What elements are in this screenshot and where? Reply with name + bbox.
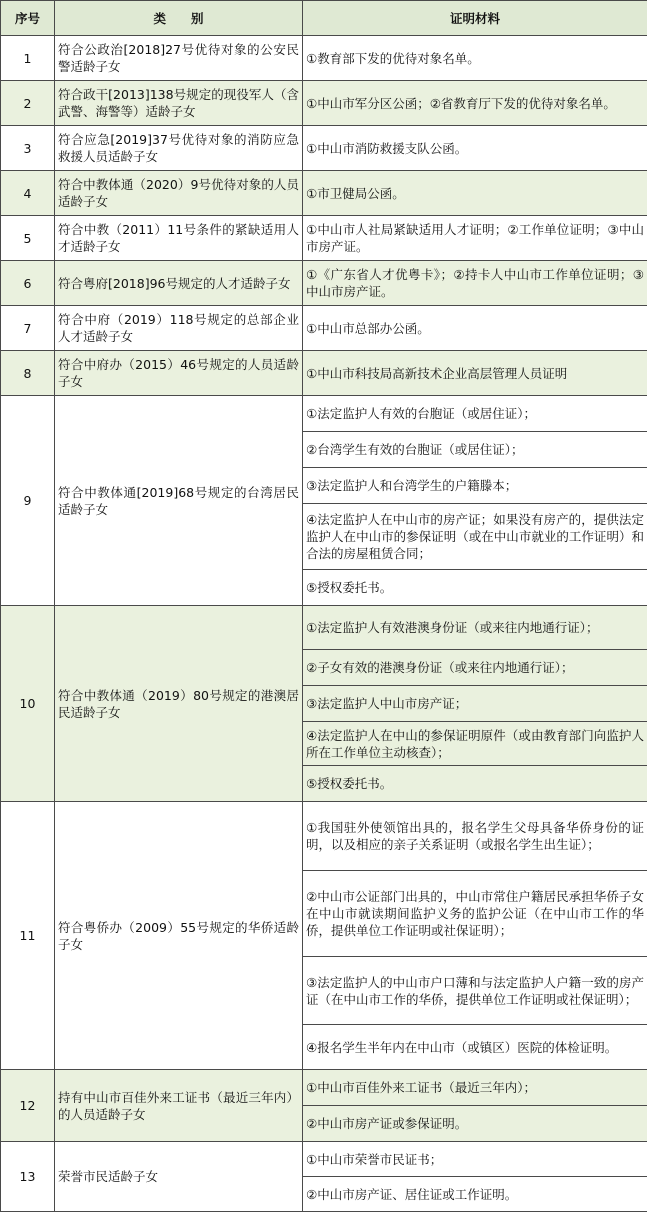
row-material: ①中山市军分区公函；②省教育厅下发的优待对象名单。 (303, 81, 647, 126)
row-category: 符合中教体通[2019]68号规定的台湾居民适龄子女 (55, 396, 303, 606)
row-category: 符合中教（2011）11号条件的紧缺适用人才适龄子女 (55, 216, 303, 261)
row-number: 3 (1, 126, 55, 171)
row-material: ②中山市房产证或参保证明。 (303, 1106, 647, 1142)
row-category: 符合中府（2019）118号规定的总部企业人才适龄子女 (55, 306, 303, 351)
row-material: ④法定监护人在中山的参保证明原件（或由教育部门向监护人所在工作单位主动核查）； (303, 722, 647, 766)
row-material: ④报名学生半年内在中山市（或镇区）医院的体检证明。 (303, 1025, 647, 1070)
row-number: 8 (1, 351, 55, 396)
row-number: 4 (1, 171, 55, 216)
row-material: ①中山市百佳外来工证书（最近三年内）； (303, 1070, 647, 1106)
row-number: 13 (1, 1142, 55, 1212)
table-row (1, 216, 647, 261)
header-number: 序号 (1, 1, 55, 36)
table-row (1, 1070, 647, 1106)
row-material: ②中山市房产证、居住证或工作证明。 (303, 1177, 647, 1212)
table-row (1, 1142, 647, 1177)
row-material: ①我国驻外使领馆出具的，报名学生父母具备华侨身份的证明，以及相应的亲子关系证明（或报名学生出生证）； (303, 802, 647, 871)
row-number: 10 (1, 606, 55, 802)
row-material: ①《广东省人才优粤卡》；②持卡人中山市工作单位证明；③中山市房产证。 (303, 261, 647, 306)
table-row (1, 171, 647, 216)
row-number: 12 (1, 1070, 55, 1142)
row-material: ②中山市公证部门出具的，中山市常住户籍居民承担华侨子女在中山市就读期间监护义务的监护公证（在中山市工作的华侨，提供单位工作证明或社保证明）； (303, 871, 647, 957)
row-material: ②台湾学生有效的台胞证（或居住证）； (303, 432, 647, 468)
row-material: ①中山市科技局高新技术企业高层管理人员证明 (303, 351, 647, 396)
row-material: ①法定监护人有效港澳身份证（或来往内地通行证）； (303, 606, 647, 650)
table-row (1, 606, 647, 650)
table-row (1, 351, 647, 396)
row-number: 9 (1, 396, 55, 606)
table-row (1, 802, 647, 871)
row-material: ①法定监护人有效的台胞证（或居住证）； (303, 396, 647, 432)
row-category: 符合政干[2013]138号规定的现役军人（含武警、海警等）适龄子女 (55, 81, 303, 126)
row-category: 符合中府办（2015）46号规定的人员适龄子女 (55, 351, 303, 396)
row-material: ①中山市人社局紧缺适用人才证明；②工作单位证明；③中山市房产证。 (303, 216, 647, 261)
row-category: 荣誉市民适龄子女 (55, 1142, 303, 1212)
row-material: ①市卫健局公函。 (303, 171, 647, 216)
row-category: 符合中教体通（2020）9号优待对象的人员适龄子女 (55, 171, 303, 216)
table-row (1, 306, 647, 351)
row-material: ①教育部下发的优待对象名单。 (303, 36, 647, 81)
row-material: ②子女有效的港澳身份证（或来往内地通行证）； (303, 650, 647, 686)
row-category: 符合公政治[2018]27号优待对象的公安民警适龄子女 (55, 36, 303, 81)
row-category: 符合中教体通（2019）80号规定的港澳居民适龄子女 (55, 606, 303, 802)
table-row (1, 36, 647, 81)
table-row (1, 261, 647, 306)
row-material: ④法定监护人在中山市的房产证；如果没有房产的，提供法定监护人在中山市的参保证明（或在中山市就业的工作证明）和合法的房屋租赁合同； (303, 504, 647, 570)
header-row (1, 1, 647, 36)
row-number: 6 (1, 261, 55, 306)
row-material: ⑤授权委托书。 (303, 766, 647, 802)
row-number: 5 (1, 216, 55, 261)
row-material: ③法定监护人中山市房产证； (303, 686, 647, 722)
row-number: 2 (1, 81, 55, 126)
table-row (1, 396, 647, 432)
row-category: 符合应急[2019]37号优待对象的消防应急救援人员适龄子女 (55, 126, 303, 171)
table-row (1, 81, 647, 126)
row-material: ③法定监护人的中山市户口薄和与法定监护人户籍一致的房产证（在中山市工作的华侨，提供单位工作证明或社保证明）； (303, 957, 647, 1025)
row-number: 7 (1, 306, 55, 351)
row-category: 符合粤府[2018]96号规定的人才适龄子女 (55, 261, 303, 306)
row-material: ①中山市总部办公函。 (303, 306, 647, 351)
row-material: ③法定监护人和台湾学生的户籍滕本； (303, 468, 647, 504)
row-category: 符合粤侨办（2009）55号规定的华侨适龄子女 (55, 802, 303, 1070)
header-category: 类 别 (55, 1, 303, 36)
row-number: 1 (1, 36, 55, 81)
row-category: 持有中山市百佳外来工证书（最近三年内）的人员适龄子女 (55, 1070, 303, 1142)
row-material: ⑤授权委托书。 (303, 570, 647, 606)
row-material: ①中山市消防救援支队公函。 (303, 126, 647, 171)
table-row (1, 126, 647, 171)
row-material: ①中山市荣誉市民证书； (303, 1142, 647, 1177)
row-number: 11 (1, 802, 55, 1070)
header-materials: 证明材料 (303, 1, 647, 36)
